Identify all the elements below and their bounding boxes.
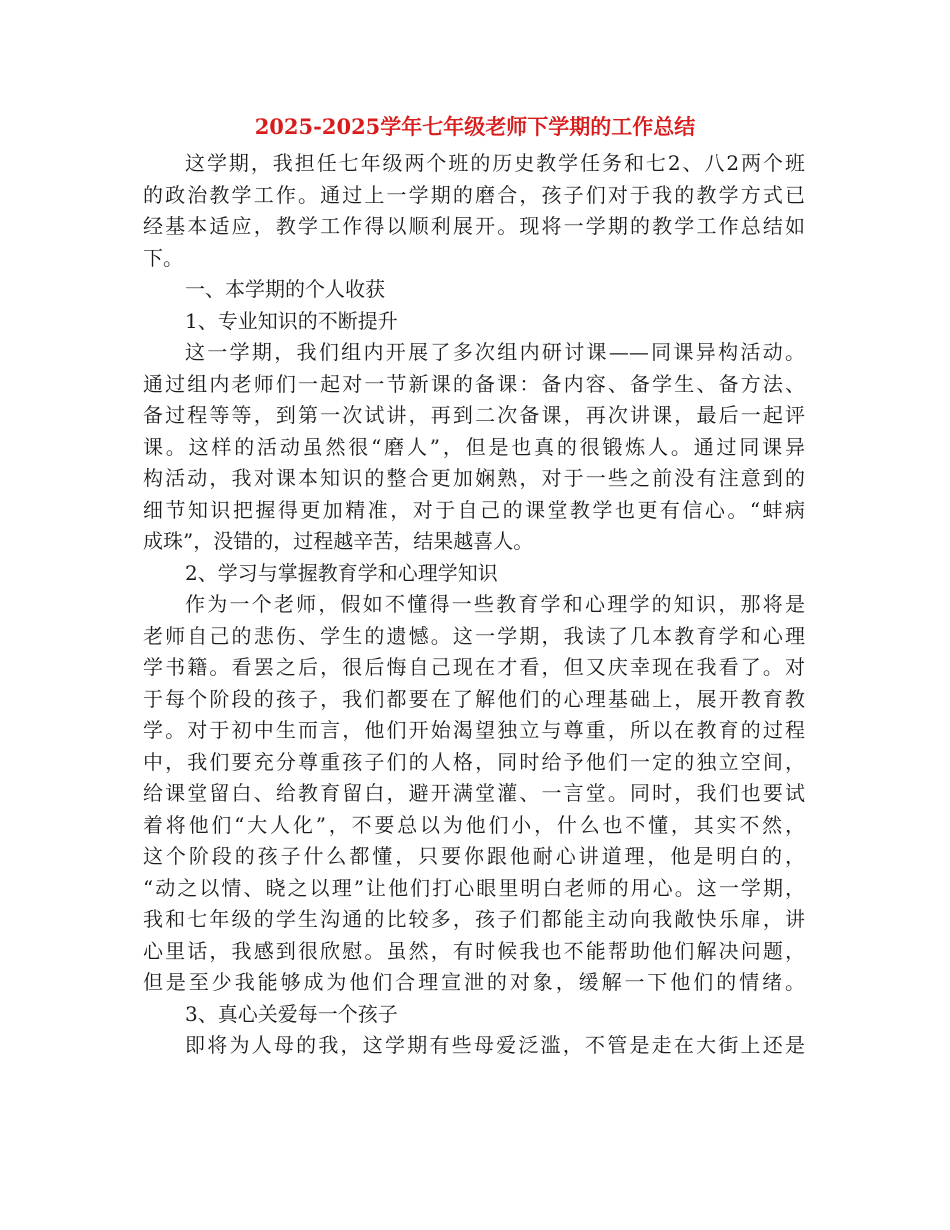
paragraph-line: 但是至少我能够成为他们合理宣泄的对象，缓解一下他们的情绪。 (143, 970, 805, 994)
paragraph-line: “动之以情、晓之以理”让他们打心眼里明白老师的用心。这一学期， (143, 875, 805, 900)
paragraph-line: 于每个阶段的孩子，我们都要在了解他们的心理基础上，展开教育教 (143, 686, 805, 711)
paragraph-line: 我和七年级的学生沟通的比较多，孩子们都能主动向我敞快乐扉，讲 (143, 907, 805, 931)
paragraph-line: 心里话，我感到很欣慰。虽然，有时候我也不能帮助他们解决问题， (143, 938, 805, 963)
paragraph-line: 课。这样的活动虽然很“磨人”，但是也真的很锻炼人。通过同课异 (143, 434, 805, 459)
document-body (143, 148, 805, 1062)
paragraph-line: 即将为人母的我，这学期有些母爱泛滥，不管是走在大街上还是 (185, 1033, 805, 1057)
paragraph-line: 学书籍。看罢之后，很后悔自己现在才看，但又庆幸现在我看了。对 (143, 655, 805, 679)
paragraph-line: 3、真心关爱每一个孩子 (185, 1001, 398, 1026)
paragraph-line: 作为一个老师，假如不懂得一些教育学和心理学的知识，那将是 (185, 592, 805, 616)
paragraph-line: 2、学习与掌握教育学和心理学知识 (185, 560, 498, 585)
document-title: 2025-2025学年七年级老师下学期的工作总结 (254, 114, 696, 139)
paragraph-line: 备过程等等，到第一次试讲，再到二次备课，再次讲课，最后一起评 (143, 403, 805, 427)
paragraph-line: 老师自己的悲伤、学生的遗憾。这一学期，我读了几本教育学和心理 (143, 623, 805, 648)
paragraph-line: 成珠”，没错的，过程越辛苦，结果越喜人。 (143, 529, 534, 553)
paragraph-line: 这学期，我担任七年级两个班的历史教学任务和七2、八2两个班 (185, 151, 805, 175)
paragraph-line: 学。对于初中生而言，他们开始渴望独立与尊重，所以在教育的过程 (143, 718, 805, 742)
paragraph-line: 着将他们“大人化”，不要总以为他们小，什么也不懂，其实不然， (143, 812, 805, 837)
paragraph-line: 细节知识把握得更加精准，对于自己的课堂教学也更有信心。“蚌病 (143, 497, 805, 522)
paragraph-line: 给课堂留白、给教育留白，避开满堂灌、一言堂。同时，我们也要试 (143, 781, 805, 805)
paragraph-line: 中，我们要充分尊重孩子们的人格，同时给予他们一定的独立空间， (143, 749, 805, 774)
paragraph-line: 下。 (143, 245, 183, 270)
paragraph-line: 的政治教学工作。通过上一学期的磨合，孩子们对于我的教学方式已 (143, 182, 805, 207)
paragraph-line: 构活动，我对课本知识的整合更加娴熟，对于一些之前没有注意到的 (143, 466, 805, 490)
paragraph-line: 通过组内老师们一起对一节新课的备课：备内容、备学生、备方法、 (143, 371, 805, 396)
paragraph-line: 这个阶段的孩子什么都懂，只要你跟他耐心讲道理，他是明白的， (143, 844, 805, 868)
paragraph-line: 这一学期，我们组内开展了多次组内研讨课——同课异构活动。 (185, 340, 805, 364)
paragraph-line: 经基本适应，教学工作得以顺利展开。现将一学期的教学工作总结如 (143, 214, 805, 238)
paragraph-line: 1、专业知识的不断提升 (185, 308, 398, 333)
paragraph-line: 一、本学期的个人收获 (185, 277, 385, 301)
